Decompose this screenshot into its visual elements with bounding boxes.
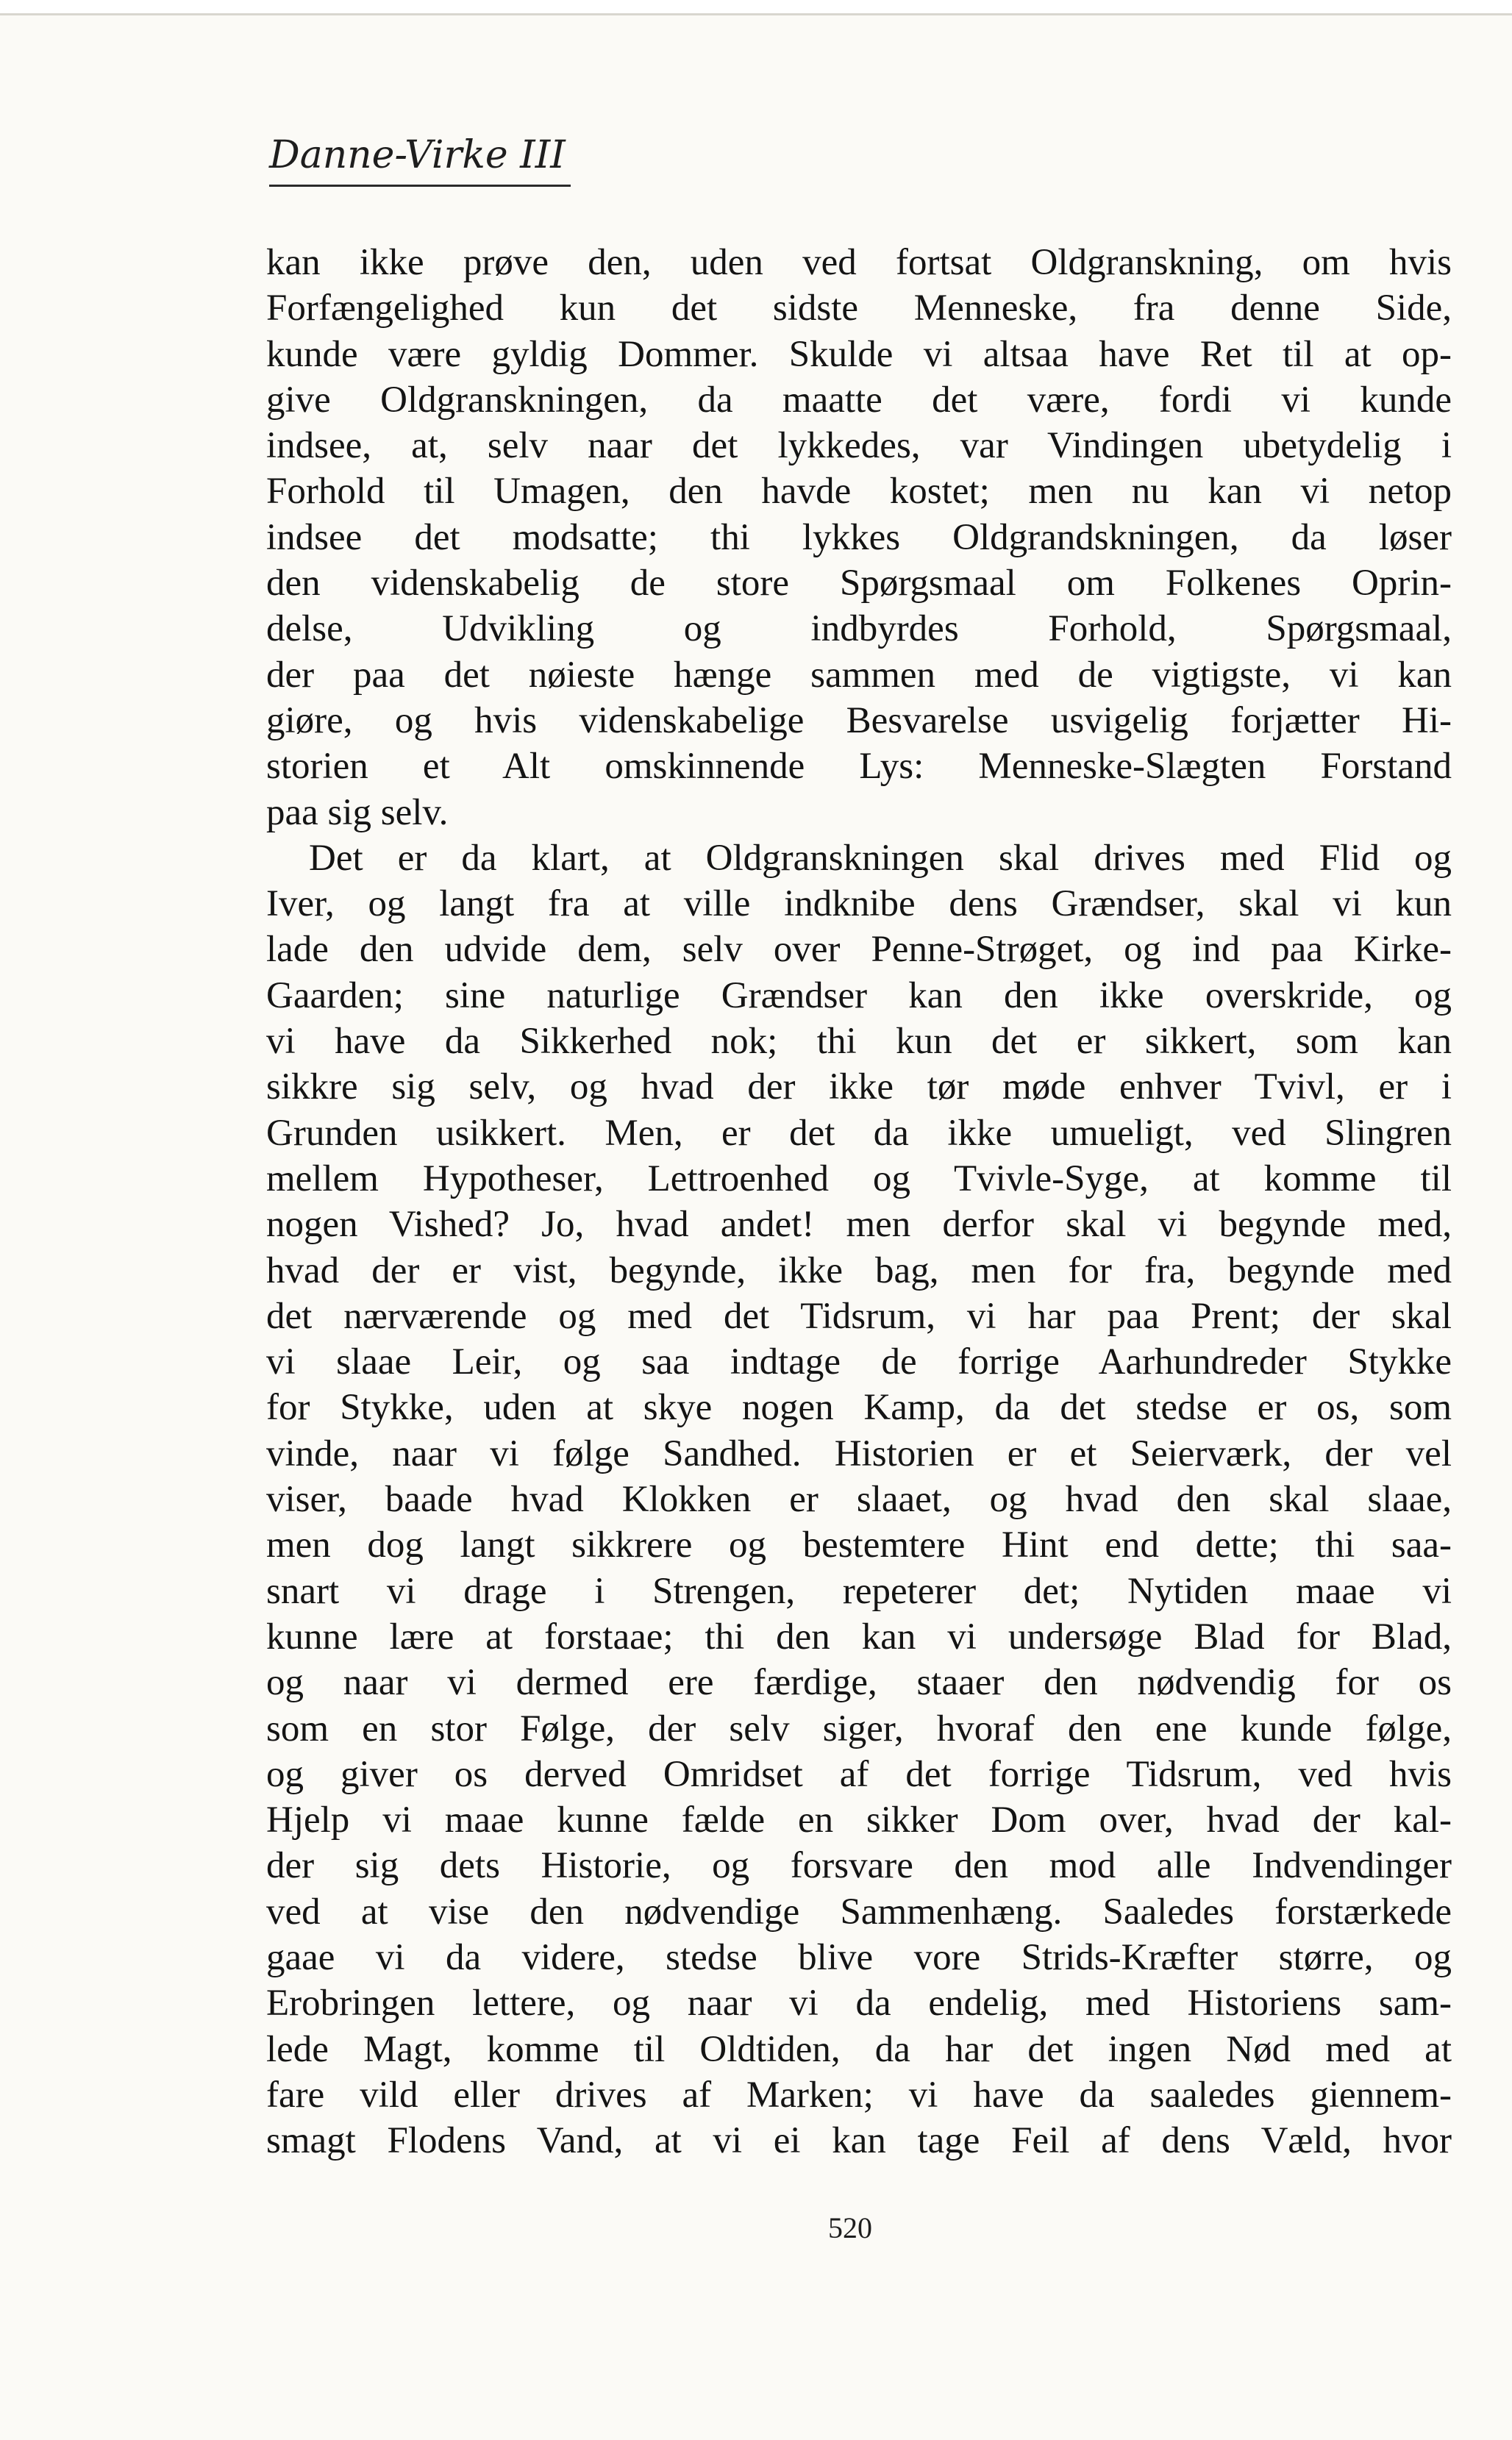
text-line: Det er da klart, at Oldgranskningen skal drives med Flid og [309, 837, 1452, 879]
text-line: delse, Udvikling og indbyrdes Forhold, Spørgsmaal, [266, 608, 1452, 650]
text-line: kan ikke prøve den, uden ved fortsat Oldgranskning, om hvis [266, 242, 1452, 283]
text-line: som en stor Følge, der selv siger, hvoraf den ene kunde følge, [266, 1708, 1452, 1749]
text-line: storien et Alt omskinnende Lys: Menneske-Slægten Forstand [266, 746, 1452, 788]
text-line: vi slaae Leir, og saa indtage de forrige Aarhundreder Stykke [266, 1341, 1452, 1383]
text-line: gaae vi da videre, stedse blive vore Strids-Kræfter større, og [266, 1936, 1452, 1978]
text-line: sikkre sig selv, og hvad der ikke tør møde enhver Tvivl, er i [266, 1066, 1452, 1108]
text-line: den videnskabelig de store Spørgsmaal om Folkenes Oprin- [266, 563, 1452, 604]
text-line: men dog langt sikkrere og bestemtere Hint end dette; thi saa- [266, 1524, 1452, 1566]
text-line: hvad der er vist, begynde, ikke bag, men for fra, begynde med [266, 1249, 1452, 1291]
text-line: lede Magt, komme til Oldtiden, da har det ingen Nød med at [266, 2028, 1452, 2070]
text-line: det nærværende og med det Tidsrum, vi har paa Prent; der skal [266, 1295, 1452, 1337]
text-line: paa sig selv. [266, 791, 449, 833]
text-line: lade den udvide dem, selv over Penne-Strøget, og ind paa Kirke- [266, 929, 1452, 971]
text-line: Hjelp vi maae kunne fælde en sikker Dom over, hvad der kal- [266, 1799, 1452, 1841]
text-line: indsee, at, selv naar det lykkedes, var Vindingen ubetydelig i [266, 425, 1452, 467]
text-line: vinde, naar vi følge Sandhed. Historien er et Seierværk, der vel [266, 1433, 1452, 1474]
text-line: smagt Flodens Vand, at vi ei kan tage Feil af dens Væld, hvor [266, 2120, 1452, 2162]
text-line: snart vi drage i Strengen, repeterer det; Nytiden maae vi [266, 1570, 1452, 1612]
text-line: Gaarden; sine naturlige Grændser kan den ikke overskride, og [266, 974, 1452, 1016]
text-line: der sig dets Historie, og forsvare den mod alle Indvendinger [266, 1845, 1452, 1887]
text-line: der paa det nøieste hænge sammen med de vigtigste, vi kan [266, 654, 1452, 696]
text-line: Forfængelighed kun det sidste Menneske, fra denne Side, [266, 288, 1452, 329]
page-number: 520 [828, 2211, 872, 2244]
text-line: kunde være gyldig Dommer. Skulde vi altsaa have Ret til at op- [266, 333, 1452, 375]
text-line: Iver, og langt fra at ville indknibe dens Grændser, skal vi kun [266, 883, 1452, 925]
text-line: og giver os derved Omridset af det forrige Tidsrum, ved hvis [266, 1753, 1452, 1795]
text-line: Grunden usikkert. Men, er det da ikke umueligt, ved Slingren [266, 1112, 1452, 1154]
text-line: nogen Vished? Jo, hvad andet! men derfor skal vi begynde med, [266, 1204, 1452, 1246]
text-line: for Stykke, uden at skye nogen Kamp, da det stedse er os, som [266, 1387, 1452, 1429]
text-line: Erobringen lettere, og naar vi da endelig, med Historiens sam- [266, 1983, 1452, 2025]
paragraph [266, 240, 1452, 835]
text-line: mellem Hypotheser, Lettroenhed og Tvivle-Syge, at komme til [266, 1157, 1452, 1199]
text-line: og naar vi dermed ere færdige, staaer den nødvendig for os [266, 1662, 1452, 1704]
text-line: fare vild eller drives af Marken; vi have da saaledes giennem- [266, 2074, 1452, 2116]
text-line: ved at vise den nødvendige Sammenhæng. Saaledes forstærkede [266, 1891, 1452, 1933]
text-line: give Oldgranskningen, da maatte det være, fordi vi kunde [266, 379, 1452, 421]
text-line: Forhold til Umagen, den havde kostet; men nu kan vi netop [266, 471, 1452, 513]
text-line: giøre, og hvis videnskabelige Besvarelse usvigelig forjætter Hi- [266, 699, 1452, 741]
body-text [266, 240, 1452, 2163]
text-line: indsee det modsatte; thi lykkes Oldgrandskningen, da løser [266, 516, 1452, 558]
text-line: viser, baade hvad Klokken er slaaet, og hvad den skal slaae, [266, 1479, 1452, 1521]
running-head: Danne-Virke III [269, 133, 571, 187]
book-page [0, 13, 1512, 2440]
text-line: kunne lære at forstaae; thi den kan vi undersøge Blad for Blad, [266, 1616, 1452, 1658]
paragraph [266, 835, 1452, 2164]
text-line: vi have da Sikkerhed nok; thi kun det er sikkert, som kan [266, 1021, 1452, 1063]
